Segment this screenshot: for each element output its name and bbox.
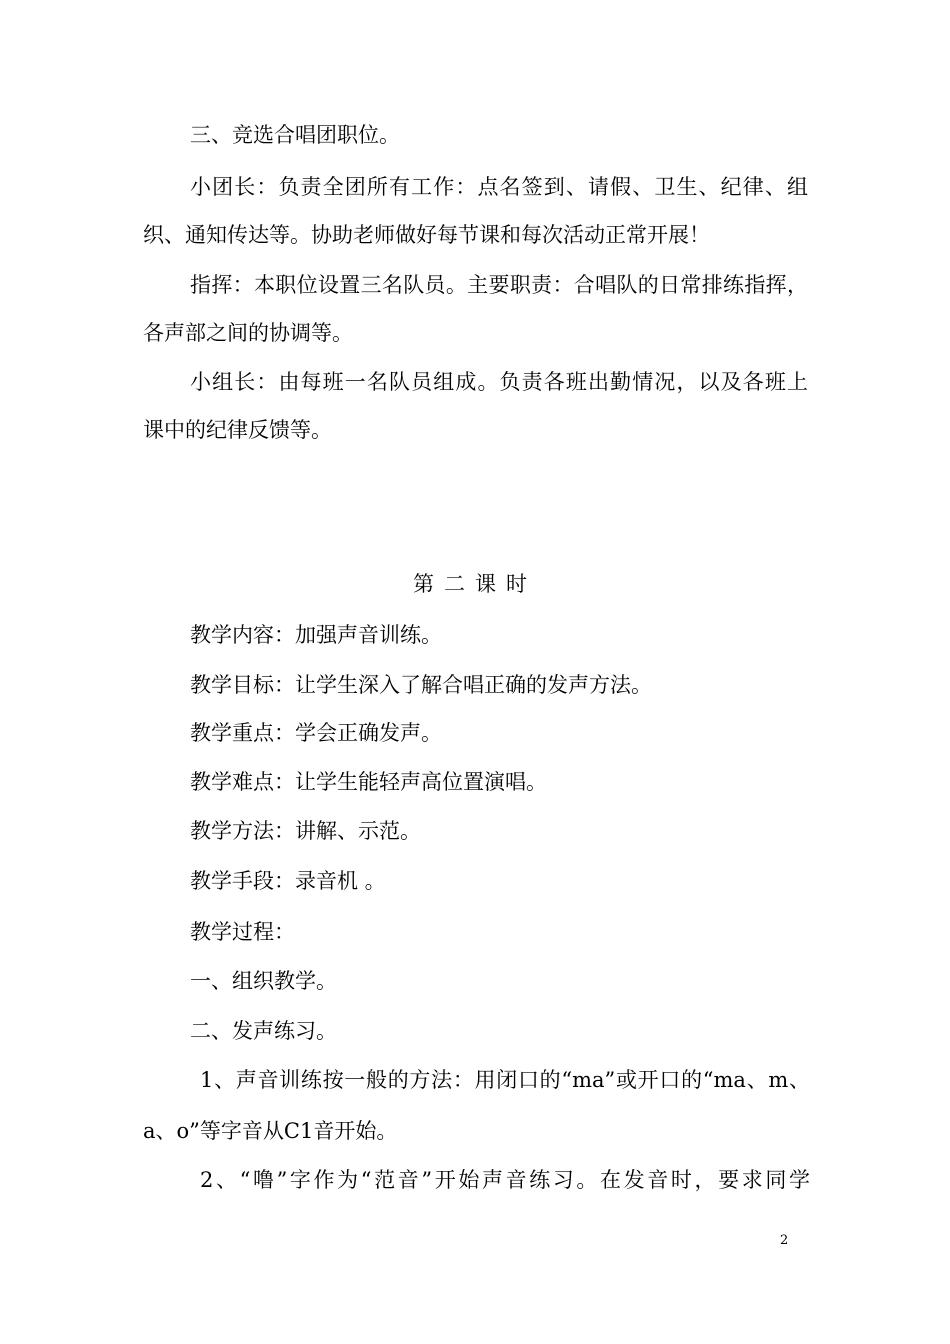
page-number: 2 xyxy=(780,1233,789,1248)
vocal-item1-line1: 1、声音训练按一般的方法：用闭口的“ma”或开口的“ma、m、 xyxy=(200,1068,810,1092)
teaching-method: 教学方法：讲解、示范。 xyxy=(190,819,421,843)
teaching-content: 教学内容：加强声音训练。 xyxy=(190,623,442,647)
teaching-goal: 教学目标：让学生深入了解合唱正确的发声方法。 xyxy=(190,673,652,697)
teaching-tools: 教学手段：录音机 。 xyxy=(190,869,386,893)
process-step-vocal-practice: 二、发声练习。 xyxy=(190,1019,337,1043)
lesson-title: 第二课时 xyxy=(413,572,537,596)
paragraph-leader-line2: 织、通知传达等。协助老师做好每节课和每次活动正常开展！ xyxy=(143,223,710,247)
teaching-key-point: 教学重点：学会正确发声。 xyxy=(190,721,442,745)
teaching-difficulty: 教学难点：让学生能轻声高位置演唱。 xyxy=(190,770,547,794)
paragraph-group-leader-line2: 课中的纪律反馈等。 xyxy=(143,418,332,442)
paragraph-group-leader-line1: 小组长：由每班一名队员组成。负责各班出勤情况，以及各班上 xyxy=(190,370,808,394)
paragraph-conductor-line1: 指挥：本职位设置三名队员。主要职责：合唱队的日常排练指挥， xyxy=(190,273,808,297)
process-step-organize: 一、组织教学。 xyxy=(190,969,337,993)
teaching-process: 教学过程： xyxy=(190,920,295,944)
paragraph-conductor-line2: 各声部之间的协调等。 xyxy=(143,321,353,345)
paragraph-leader-line1: 小团长：负责全团所有工作：点名签到、请假、卫生、纪律、组 xyxy=(190,175,808,199)
vocal-item2-line1: 2、“噜”字作为“范音”开始声音练习。在发音时，要求同学 xyxy=(200,1168,810,1192)
vocal-item1-line2: a、o”等字音从C1音开始。 xyxy=(143,1119,398,1143)
section-heading-choir-positions: 三、竞选合唱团职位。 xyxy=(190,123,400,147)
